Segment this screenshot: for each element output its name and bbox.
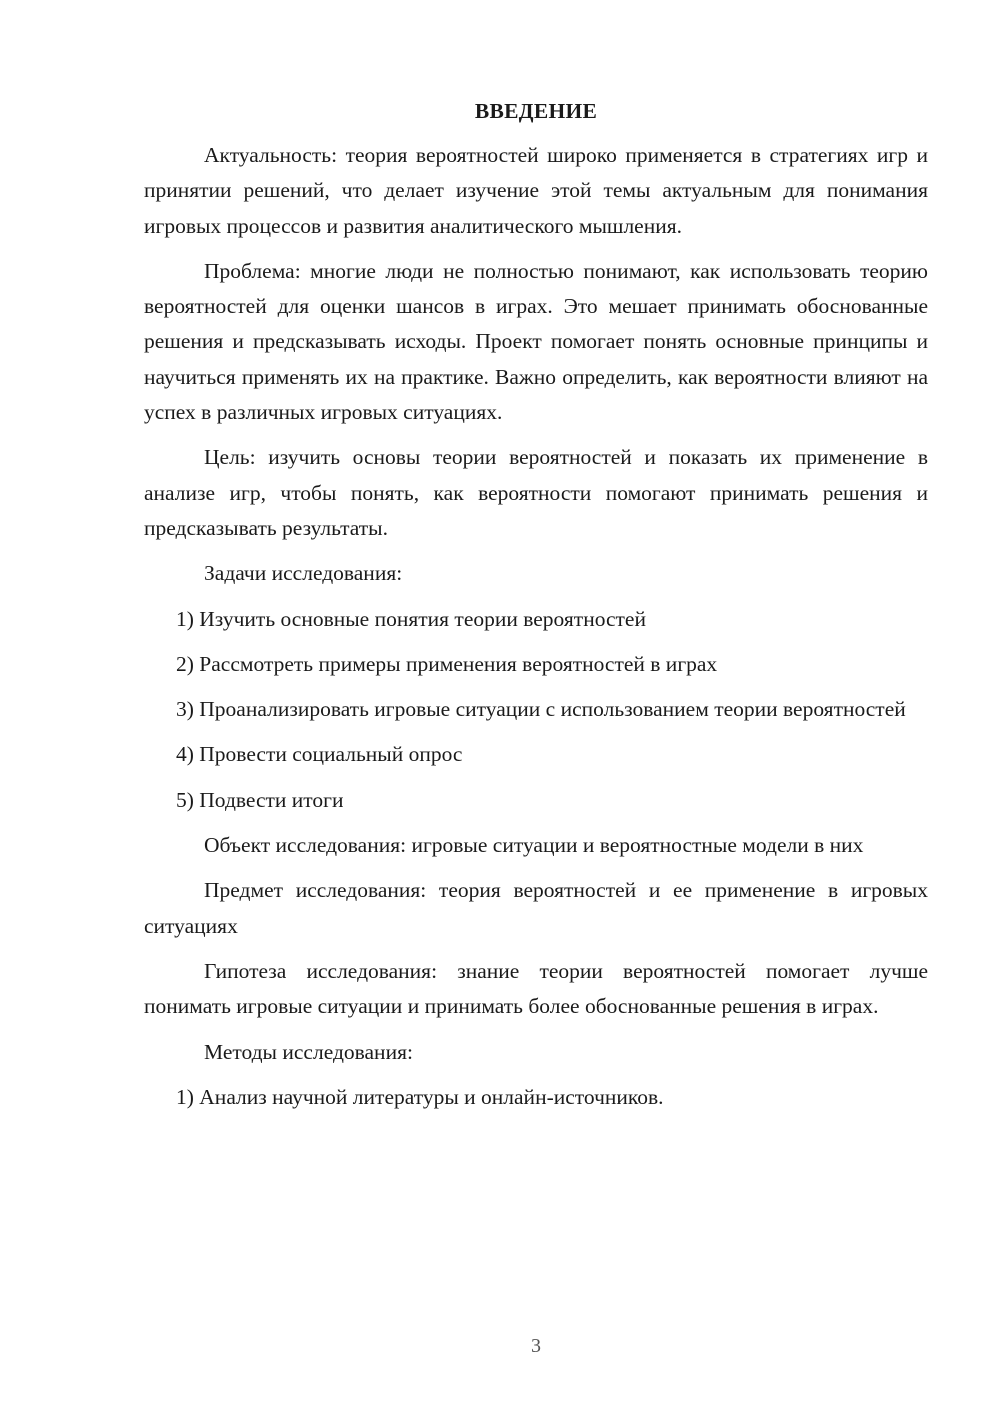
goal-paragraph: Цель: изучить основы теории вероятностей и показать их применение в анализе игр, чтобы понять, как вероятности помогают принимать решения и предсказывать результаты. xyxy=(144,445,928,540)
page-number: 3 xyxy=(531,1335,541,1357)
task-item-3: 3) Проанализировать игровые ситуации с использованием теории вероятностей xyxy=(176,697,906,722)
method-item-1: 1) Анализ научной литературы и онлайн-источников. xyxy=(176,1084,664,1109)
methods-title: Методы исследования: xyxy=(204,1039,413,1064)
object-paragraph: Объект исследования: игровые ситуации и вероятностные модели в них xyxy=(204,833,864,858)
task-item-1: 1) Изучить основные понятия теории вероятностей xyxy=(176,606,646,631)
tasks-title: Задачи исследования: xyxy=(204,561,403,586)
relevance-paragraph: Актуальность: теория вероятностей широко применяется в стратегиях игр и принятии решений, что делает изучение этой темы актуальным для понимания игровых процессов и развития аналитического мышления. xyxy=(144,143,928,238)
task-item-2: 2) Рассмотреть примеры применения вероятностей в играх xyxy=(176,651,718,676)
subject-paragraph: Предмет исследования: теория вероятностей и ее применение в игровых ситуациях xyxy=(144,878,928,938)
task-item-4: 4) Провести социальный опрос xyxy=(176,742,463,767)
problem-paragraph: Проблема: многие люди не полностью понимают, как использовать теорию вероятностей для оценки шансов в играх. Это мешает принимать обоснованные решения и предсказывать исходы. Проект помогает понять основные принципы и научиться применять их на практике. Важно определить, как вероятности влияют на успех в различных игровых ситуациях. xyxy=(144,258,928,425)
hypothesis-paragraph: Гипотеза исследования: знание теории вероятностей помогает лучше понимать игровые ситуации и принимать более обоснованные решения в играх. xyxy=(144,958,928,1019)
section-heading: ВВЕДЕНИЕ xyxy=(474,99,598,123)
task-item-5: 5) Подвести итоги xyxy=(176,787,344,812)
page-content xyxy=(144,96,928,1125)
